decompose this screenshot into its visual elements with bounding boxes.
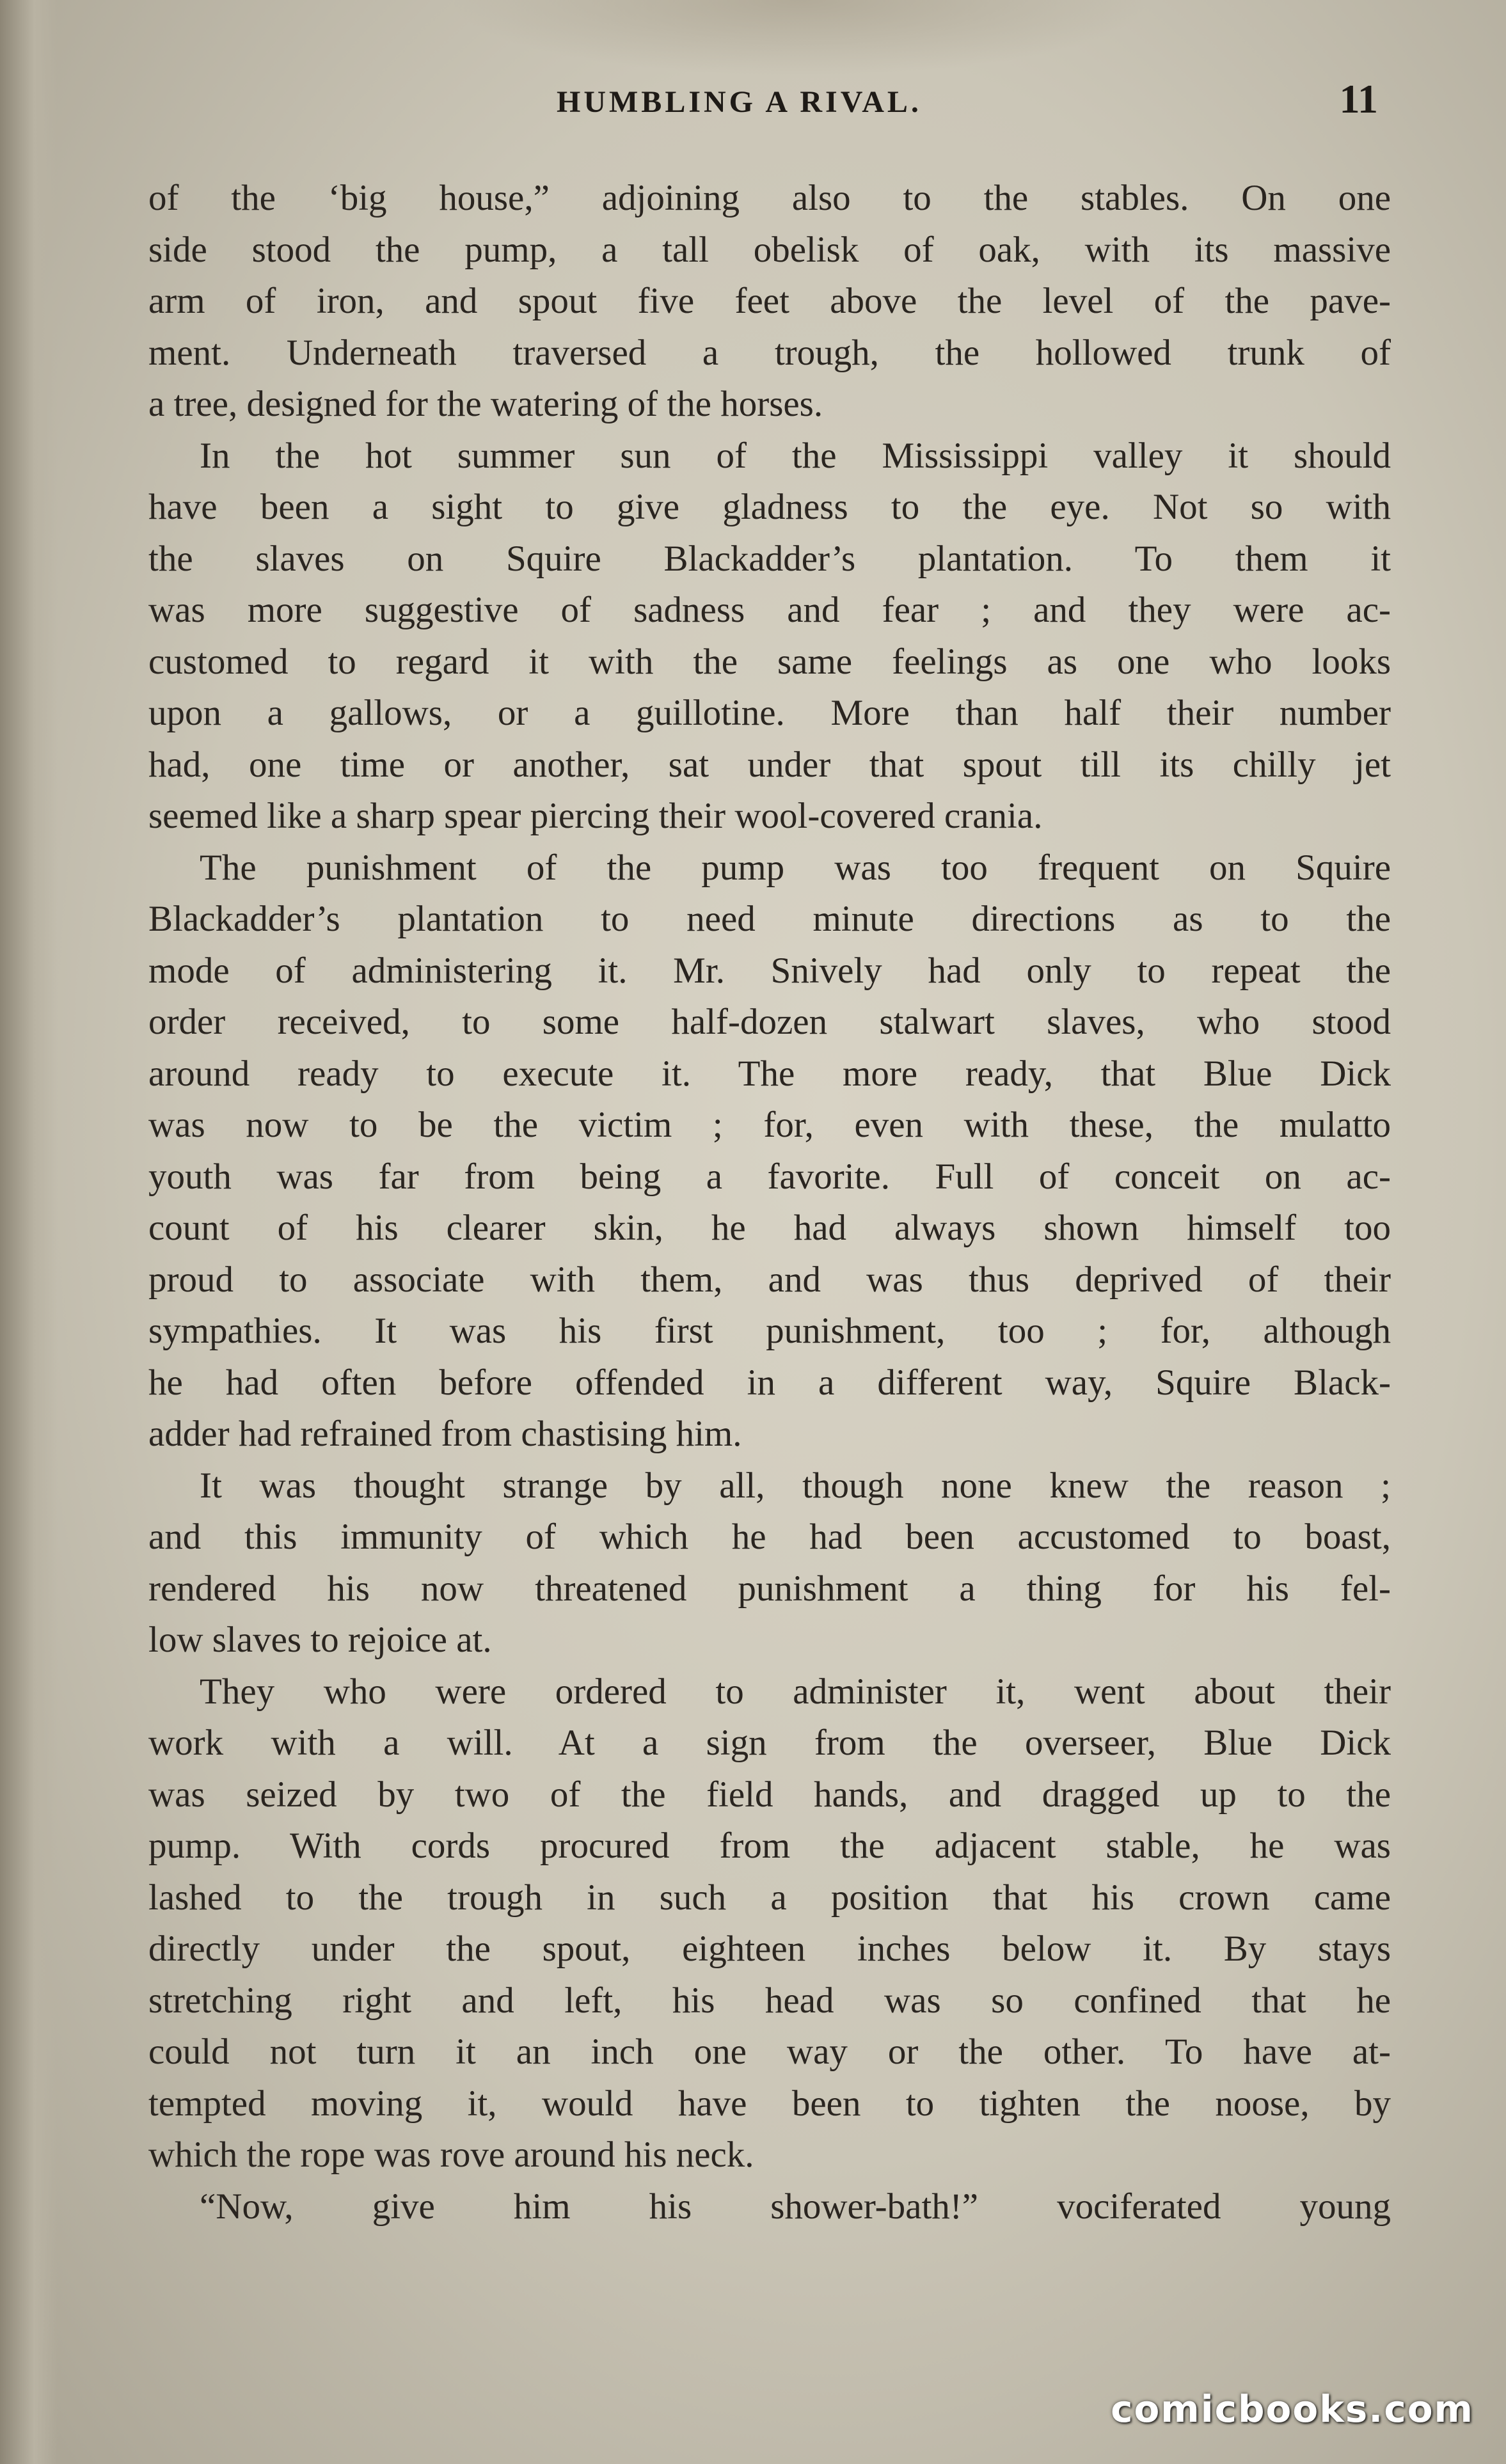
text-line: mode of administering it. Mr. Snively had only to repeat the [148,950,1391,991]
text-line: customed to regard it with the same feelings as one who looks [148,641,1391,682]
text-line: directly under the spout, eighteen inches below it. By stays [148,1929,1391,1969]
text-line: adder had refrained from chastising him. [148,1414,742,1454]
text-line: seemed like a sharp spear piercing their wool-covered crania. [148,796,1043,836]
text-line: The punishment of the pump was too frequent on Squire [200,847,1391,888]
text-line: could not turn it an inch one way or the other. To have at- [148,2032,1391,2072]
text-line: the slaves on Squire Blackadder’s plantation. To them it [148,538,1391,579]
text-line: had, one time or another, sat under that spout till its chilly jet [148,744,1391,785]
text-line: around ready to execute it. The more ready, that Blue Dick [148,1053,1391,1094]
text-line: stretching right and left, his head was so confined that he [148,1980,1391,2021]
page-header [0,75,1506,133]
text-line: proud to associate with them, and was thus deprived of their [148,1259,1391,1300]
text-line: which the rope was rove around his neck. [148,2135,754,2175]
text-line: low slaves to rejoice at. [148,1620,492,1660]
text-line: and this immunity of which he had been accustomed to boast, [148,1517,1391,1557]
text-line: Blackadder’s plantation to need minute directions as to the [148,899,1391,939]
text-line: have been a sight to give gladness to the eye. Not so with [148,487,1391,527]
text-line: arm of iron, and spout five feet above the level of the pave- [148,281,1391,321]
text-line: youth was far from being a favorite. Full of conceit on ac- [148,1156,1391,1197]
text-line: “Now, give him his shower-bath!” vociferated young [200,2186,1391,2227]
running-head: HUMBLING A RIVAL. [557,85,922,119]
watermark: comicbooks.com [1111,2387,1474,2431]
text-line: sympathies. It was his first punishment, too ; for, although [148,1311,1391,1351]
page-number: 11 [1339,76,1378,122]
text-line: a tree, designed for the watering of the horses. [148,384,823,424]
text-line: It was thought strange by all, though none knew the reason ; [200,1465,1391,1506]
text-line: work with a will. At a sign from the overseer, Blue Dick [148,1723,1391,1763]
text-line: In the hot summer sun of the Mississippi valley it should [200,435,1391,476]
page-edge-shadow [0,0,58,2464]
body-text [148,173,1391,2232]
text-line: upon a gallows, or a guillotine. More than half their number [148,693,1391,733]
text-line: ment. Underneath traversed a trough, the hollowed trunk of [148,332,1391,373]
text-line: was seized by two of the field hands, and dragged up to the [148,1774,1391,1815]
text-line: side stood the pump, a tall obelisk of oak, with its massive [148,229,1391,270]
text-line: pump. With cords procured from the adjacent stable, he was [148,1826,1391,1866]
text-line: count of his clearer skin, he had always shown himself too [148,1208,1391,1248]
text-line: tempted moving it, would have been to tighten the noose, by [148,2083,1391,2124]
page-stain [448,0,1152,77]
text-line: he had often before offended in a different way, Squire Black- [148,1362,1391,1403]
text-line: They who were ordered to administer it, went about their [200,1671,1391,1712]
text-line: was now to be the victim ; for, even with these, the mulatto [148,1105,1391,1145]
text-line: of the ‘big house,” adjoining also to the stables. On one [148,178,1391,218]
text-line: was more suggestive of sadness and fear ; and they were ac- [148,590,1391,630]
text-line: order received, to some half-dozen stalwart slaves, who stood [148,1002,1391,1042]
text-line: lashed to the trough in such a position that his crown came [148,1877,1391,1918]
text-line: rendered his now threatened punishment a thing for his fel- [148,1568,1391,1609]
